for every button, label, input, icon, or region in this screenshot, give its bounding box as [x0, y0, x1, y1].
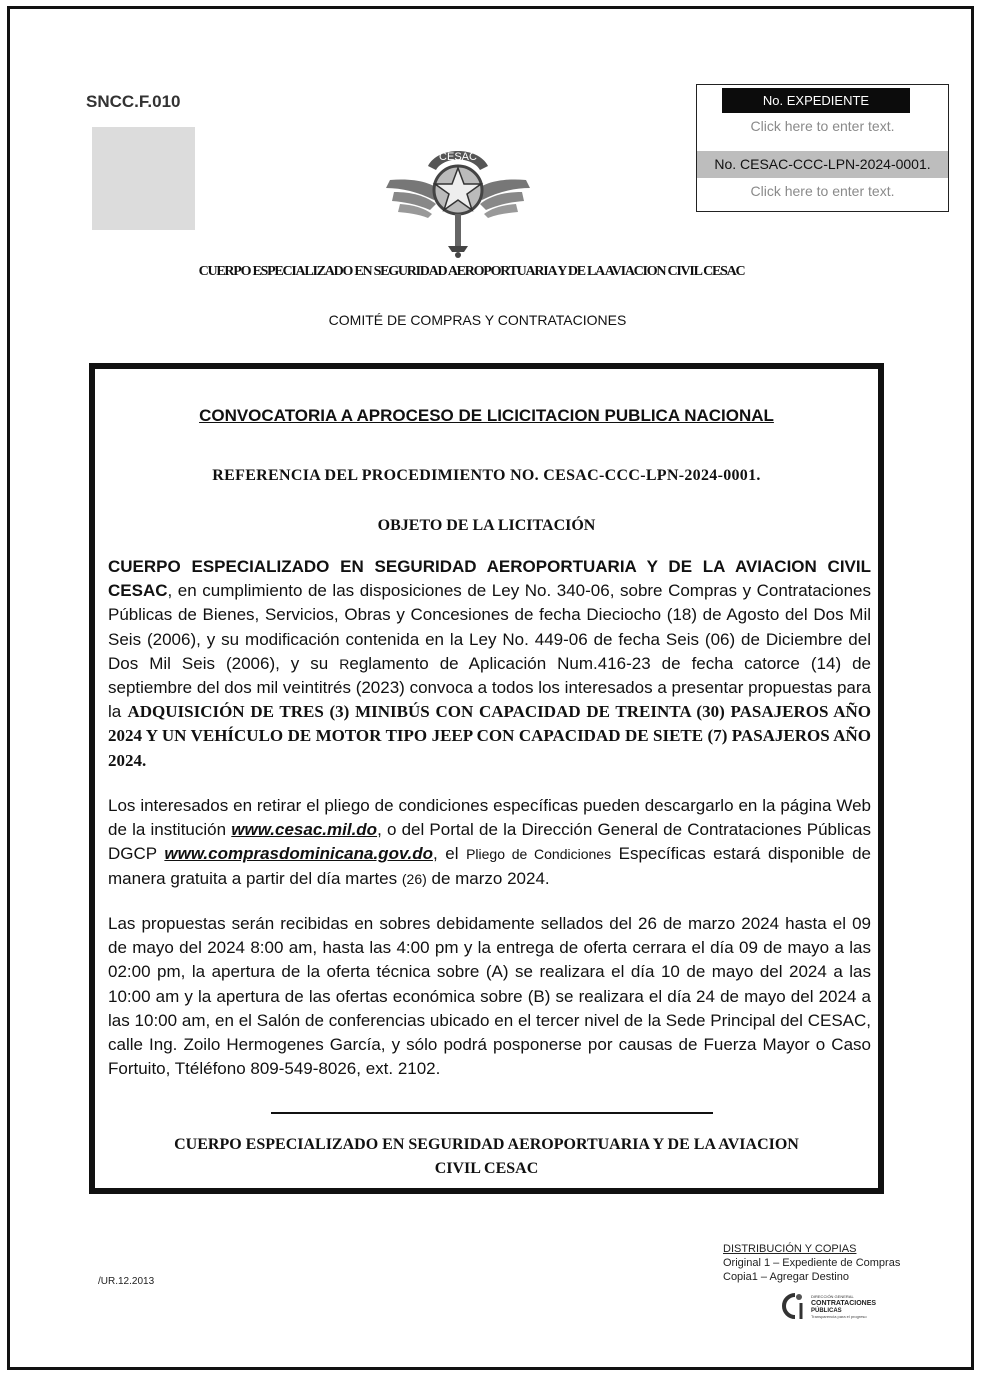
distribution-copy: Copia1 – Agregar Destino: [723, 1271, 849, 1283]
expediente-label: No. EXPEDIENTE: [722, 88, 910, 113]
expediente-number[interactable]: No. CESAC-CCC-LPN-2024-0001.: [697, 151, 948, 178]
expediente-box: [696, 84, 949, 212]
photo-placeholder: [92, 127, 195, 230]
svg-text:CONTRATACIONES: CONTRATACIONES: [811, 1300, 877, 1307]
logo-text: CESAC: [439, 151, 477, 163]
paragraph-schedule: Las propuestas serán recibidas en sobres debidamente sellados del 26 de marzo 2024 hasta el 09 de mayo del 2024 8:00 am, hasta las 4:00 pm y la entrega de oferta cerrara el día 09 de mayo a las 02:00 pm, la apertura de la oferta técnica sobre (A) se realizara el día 10 de mayo del 2024 a las 10:00 am y la apertura de las ofertas económica sobre (B) se realizara el día 24 de mayo del 2024 a las 10:00 am, en el Salón de conferencias ubicado en el tercer nivel de la Sede Principal del CESAC, calle Ing. Zoilo Hermogenes García, y sólo podrá posponerse por causas de Fuerza Mayor o Caso Fortuito, Ttéléfono 809-549-8026, ext. 2102.: [108, 914, 871, 1079]
cesac-logo: [384, 138, 532, 258]
expediente-placeholder-2[interactable]: Click here to enter text.: [750, 183, 895, 199]
svg-text:DIRECCIÓN GENERAL: DIRECCIÓN GENERAL: [811, 1294, 854, 1299]
objeto-heading: OBJETO DE LA LICITACIÓN: [377, 517, 596, 534]
svg-text:Transparencia para el progreso: Transparencia para el progreso: [811, 1314, 867, 1319]
committee-name: COMITÉ DE COMPRAS Y CONTRATACIONES: [328, 312, 627, 328]
procurement-object: ADQUISICIÓN DE TRES (3) MINIBÚS CON CAPACIDAD DE TREINTA (30) PASAJEROS AÑO 2024 Y UN VEHÍCULO DE MOTOR TIPO JEEP CON CAPACIDAD DE SIETE (7) PASAJEROS AÑO 2024.: [108, 702, 871, 770]
dgcp-website-link[interactable]: www.comprasdominicana.gov.do: [164, 844, 433, 864]
notice-title: CONVOCATORIA A APROCESO DE LICICITACION PUBLICA NACIONAL: [199, 406, 774, 425]
dgcp-logo: [781, 1289, 881, 1325]
distribution-title: DISTRIBUCIÓN Y COPIAS: [723, 1243, 857, 1255]
entity-name: CUERPO ESPECIALIZADO EN SEGURIDAD AEROPORTUARIA Y DE LA AVIACION CIVIL CESAC: [108, 557, 871, 601]
procedure-reference: REFERENCIA DEL PROCEDIMIENTO NO. CESAC-CCC-LPN-2024-0001.: [212, 467, 761, 484]
notice-box: [89, 363, 884, 1194]
form-version: /UR.12.2013: [98, 1276, 155, 1287]
expediente-placeholder-1[interactable]: Click here to enter text.: [750, 118, 895, 134]
signature-organization: CUERPO ESPECIALIZADO EN SEGURIDAD AEROPORTUARIA Y DE LA AVIACION CIVIL CESAC: [174, 1136, 799, 1177]
paragraph-download: Los interesados en retirar el pliego de condiciones específicas pueden descargarlo en la página Web de la institución www.cesac.mil.do, o del Portal de la Dirección General de Contrataciones Públicas DGCP www.comprasdominicana.gov.do, el Pliego de Condiciones Específicas estará disponible de manera gratuita a partir del día martes (26) de marzo 2024.: [108, 796, 871, 888]
cesac-website-link[interactable]: www.cesac.mil.do: [231, 820, 378, 840]
signature-line: [271, 1112, 713, 1114]
paragraph-intro: CUERPO ESPECIALIZADO EN SEGURIDAD AEROPORTUARIA Y DE LA AVIACION CIVIL CESAC, en cumplimiento de las disposiciones de Ley No. 340-06, sobre Compras y Contrataciones Públicas de Bienes, Servicios, Obras y Concesiones de fecha Dieciocho (18) de Agosto del Dos Mil Seis (2006), y su modificación contenida en la Ley No. 449-06 de fecha Seis (06) de Diciembre del Dos Mil Seis (2006), y su Reglamento de Aplicación Num.416-23 de fecha catorce (14) de septiembre del dos mil veintitrés (2023) convoca a todos los interesados a presentar propuestas para la ADQUISICIÓN DE TRES (3) MINIBÚS CON CAPACIDAD DE TREINTA (30) PASAJEROS AÑO 2024 Y UN VEHÍCULO DE MOTOR TIPO JEEP CON CAPACIDAD DE SIETE (7) PASAJEROS AÑO 2024.: [108, 557, 871, 770]
distribution-block: [723, 1242, 900, 1284]
form-code: SNCC.F.010: [86, 92, 181, 111]
organization-title: CUERPO ESPECIALIZADO EN SEGURIDAD AEROPORTUARIA Y DE LA AVIACION CIVIL CESAC: [198, 264, 745, 279]
svg-text:PÚBLICAS: PÚBLICAS: [811, 1308, 842, 1314]
distribution-original: Original 1 – Expediente de Compras: [723, 1257, 901, 1269]
